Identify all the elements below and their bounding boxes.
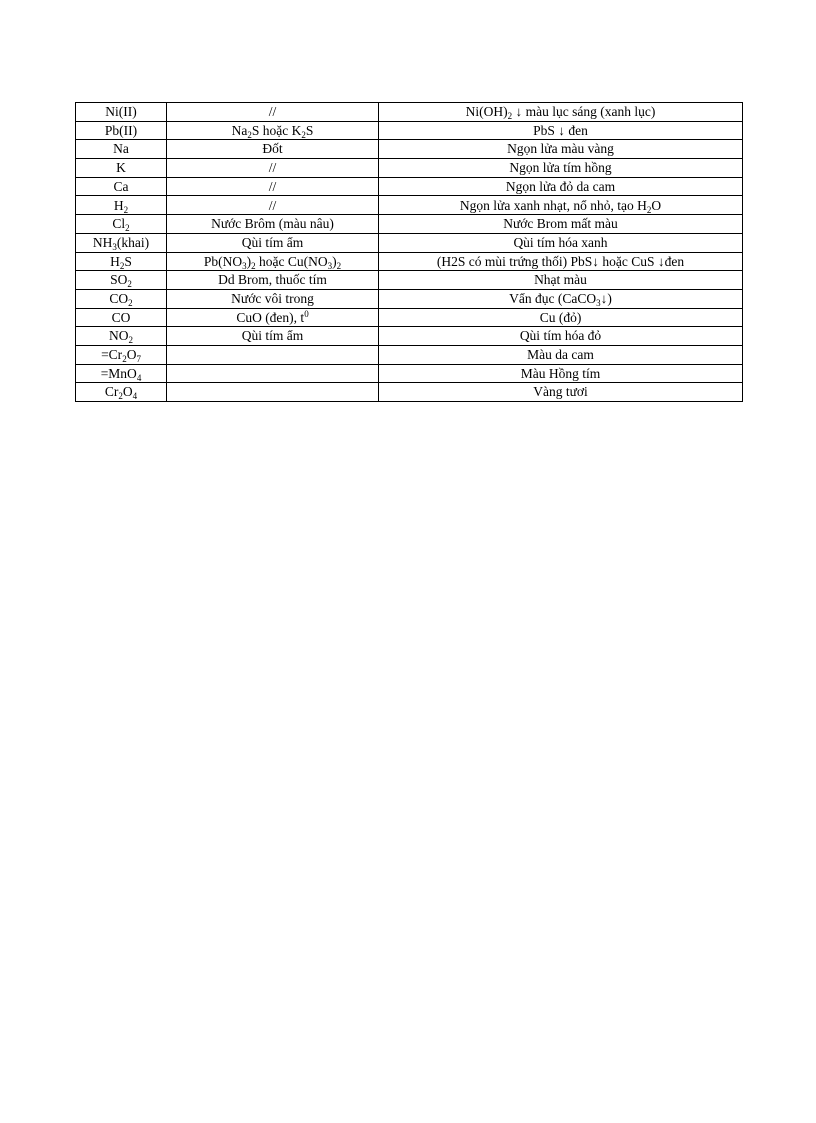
reagent-text: ): [246, 253, 252, 269]
ion-text: S: [124, 253, 132, 269]
superscript: 0: [304, 308, 309, 319]
reagent-cell: [167, 289, 379, 308]
table-row: [76, 121, 743, 140]
result-text: Màu Hồng tím: [520, 365, 601, 381]
result-cell: [379, 103, 743, 122]
ion-text: (khai): [116, 234, 150, 250]
ion-cell: [76, 215, 167, 234]
table-row: [76, 215, 743, 234]
ion-text: H: [110, 253, 120, 269]
table-body: [76, 103, 743, 402]
subscript: 2: [507, 111, 513, 122]
ion-text: Cr: [104, 384, 119, 400]
reagent-text: //: [268, 104, 277, 120]
reagent-text: hoặc Cu(NO: [255, 253, 328, 269]
table-row: [76, 196, 743, 215]
reagent-cell: [167, 233, 379, 252]
subscript: 3: [596, 297, 601, 308]
subscript: 2: [128, 297, 133, 308]
ion-cell: [76, 233, 167, 252]
subscript: 4: [132, 391, 138, 402]
result-text: Vẩn đục (CaCO: [509, 290, 597, 306]
reagent-text: Qùi tím ẩm: [241, 328, 304, 344]
result-text: Qùi tím hóa xanh: [513, 234, 608, 250]
subscript: 2: [122, 354, 127, 365]
reagent-cell: [167, 196, 379, 215]
reagent-cell: [167, 327, 379, 346]
ion-cell: [76, 383, 167, 402]
ion-cell: [76, 308, 167, 327]
ion-cell: [76, 289, 167, 308]
result-cell: [379, 215, 743, 234]
reagent-text: Dd Brom, thuốc tím: [218, 272, 327, 288]
ion-text: SO: [110, 272, 128, 288]
result-text: ↓ màu lục sáng (xanh lục): [512, 104, 656, 120]
result-text: O: [651, 197, 662, 213]
reagent-cell: [167, 252, 379, 271]
subscript: 3: [327, 260, 333, 271]
identification-table: [75, 102, 743, 402]
result-cell: [379, 121, 743, 140]
table-row: [76, 271, 743, 290]
subscript: 2: [128, 335, 133, 346]
subscript: 3: [112, 241, 117, 252]
subscript: 2: [247, 129, 252, 140]
table-row: [76, 308, 743, 327]
subscript: 2: [127, 279, 132, 290]
ion-text: Na: [113, 141, 129, 157]
reagent-cell: [167, 177, 379, 196]
reagent-text: //: [268, 178, 277, 194]
ion-cell: [76, 159, 167, 178]
result-cell: [379, 308, 743, 327]
reagent-text: Pb(NO: [203, 253, 243, 269]
reagent-cell: [167, 271, 379, 290]
result-cell: [379, 159, 743, 178]
ion-cell: [76, 140, 167, 159]
ion-text: CO: [109, 290, 129, 306]
table-row: [76, 159, 743, 178]
reagent-text: S hoặc K: [251, 122, 302, 138]
result-cell: [379, 289, 743, 308]
reagent-cell: [167, 364, 379, 383]
subscript: 2: [118, 391, 123, 402]
reagent-cell: [167, 215, 379, 234]
ion-text: Pb(II): [104, 122, 138, 138]
result-cell: [379, 327, 743, 346]
table-row: [76, 177, 743, 196]
reagent-text: Na: [231, 122, 248, 138]
table-row: [76, 364, 743, 383]
ion-text: NH: [92, 234, 113, 250]
result-text: Ni(OH): [465, 104, 508, 120]
reagent-text: Nước vôi trong: [231, 290, 314, 306]
result-text: ↓): [600, 290, 612, 306]
ion-cell: [76, 196, 167, 215]
table-row: [76, 140, 743, 159]
result-text: Cu (đỏ): [539, 309, 582, 325]
reagent-text: Qùi tím ẩm: [241, 234, 304, 250]
reagent-cell: [167, 308, 379, 327]
ion-cell: [76, 252, 167, 271]
result-cell: [379, 196, 743, 215]
result-text: Màu da cam: [527, 347, 594, 363]
subscript: 2: [251, 260, 256, 271]
subscript: 2: [646, 204, 652, 215]
reagent-text: S: [305, 122, 314, 138]
subscript: 3: [242, 260, 247, 271]
result-text: Vàng tươi: [533, 384, 588, 400]
result-cell: [379, 233, 743, 252]
reagent-cell: [167, 383, 379, 402]
table-row: [76, 345, 743, 364]
ion-text: K: [116, 160, 126, 176]
reagent-text: Đốt: [262, 141, 283, 157]
ion-text: Cl: [112, 216, 126, 232]
subscript: 2: [301, 129, 306, 140]
reagent-text: //: [268, 197, 277, 213]
ion-text: =MnO: [100, 365, 137, 381]
reagent-cell: [167, 140, 379, 159]
table-row: [76, 233, 743, 252]
ion-text: NO: [109, 328, 129, 344]
ion-text: CO: [111, 309, 131, 325]
ion-cell: [76, 177, 167, 196]
reagent-cell: [167, 345, 379, 364]
result-cell: [379, 271, 743, 290]
result-text: Nhạt màu: [534, 272, 587, 288]
ion-text: Ca: [113, 178, 129, 194]
subscript: 4: [136, 372, 142, 383]
ion-text: Ni(II): [105, 104, 137, 120]
ion-cell: [76, 364, 167, 383]
subscript: 2: [119, 260, 125, 271]
result-text: (H2S có mùi trứng thối) PbS↓ hoặc CuS ↓đen: [436, 253, 685, 269]
reagent-cell: [167, 103, 379, 122]
subscript: 7: [136, 354, 141, 365]
ion-cell: [76, 121, 167, 140]
reagent-text: Nước Brôm (màu nâu): [211, 216, 334, 232]
ion-text: O: [126, 347, 137, 363]
ion-cell: [76, 345, 167, 364]
result-text: Nước Brom mất màu: [503, 216, 618, 232]
table-row: [76, 383, 743, 402]
result-text: Ngọn lửa đỏ da cam: [505, 178, 616, 194]
ion-text: O: [122, 384, 133, 400]
ion-text: =Cr: [101, 347, 123, 363]
result-text: Qùi tím hóa đỏ: [519, 328, 602, 344]
result-cell: [379, 177, 743, 196]
reagent-text: //: [268, 160, 277, 176]
result-cell: [379, 140, 743, 159]
ion-cell: [76, 103, 167, 122]
subscript: 2: [123, 204, 129, 215]
ion-cell: [76, 327, 167, 346]
table-row: [76, 103, 743, 122]
table-row: [76, 327, 743, 346]
result-text: PbS ↓ đen: [533, 122, 588, 138]
result-text: Ngọn lửa màu vàng: [507, 141, 614, 157]
table-row: [76, 289, 743, 308]
table-row: [76, 252, 743, 271]
result-text: Ngọn lửa xanh nhạt, nổ nhỏ, tạo H: [459, 197, 647, 213]
result-cell: [379, 364, 743, 383]
ion-cell: [76, 271, 167, 290]
result-text: Ngọn lửa tím hồng: [509, 160, 612, 176]
reagent-text: ): [332, 253, 337, 269]
subscript: 2: [336, 260, 342, 271]
ion-text: H: [113, 197, 124, 213]
reagent-cell: [167, 121, 379, 140]
reagent-cell: [167, 159, 379, 178]
reagent-text: CuO (đen), t: [236, 309, 305, 325]
subscript: 2: [125, 223, 130, 234]
result-cell: [379, 345, 743, 364]
result-cell: [379, 252, 743, 271]
result-cell: [379, 383, 743, 402]
